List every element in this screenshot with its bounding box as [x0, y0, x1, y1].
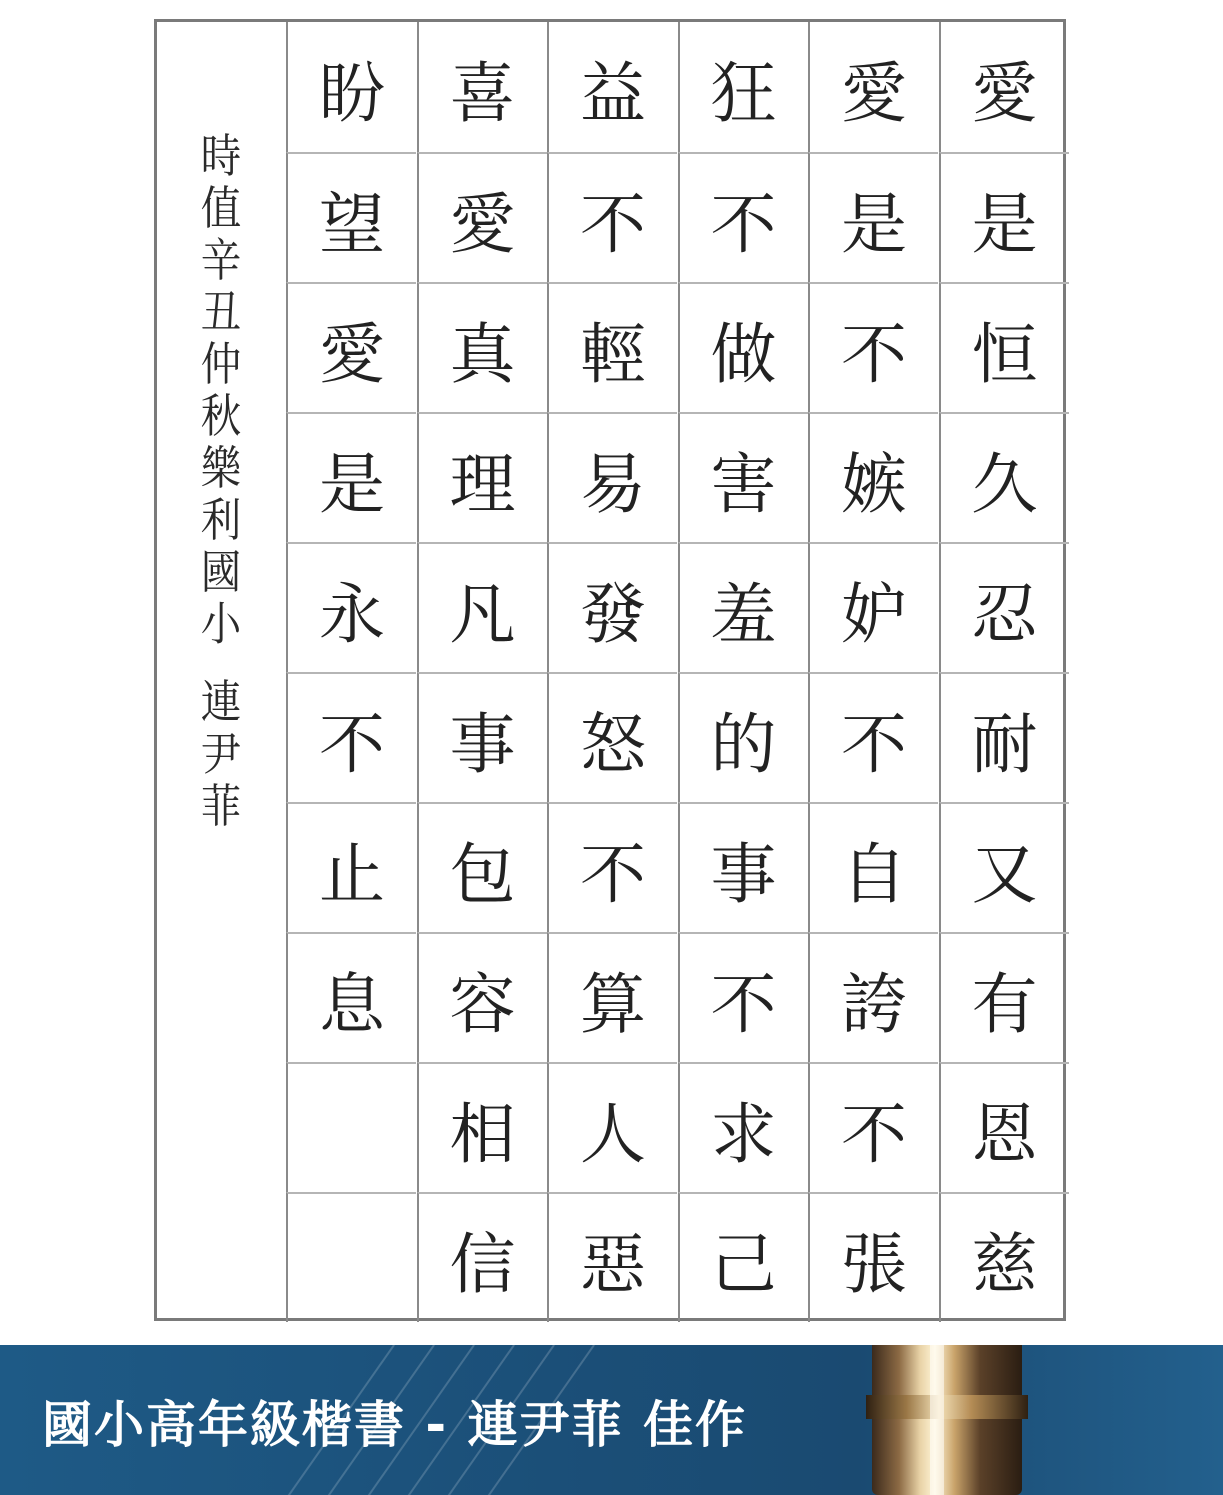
grid-column — [547, 22, 677, 1320]
grid-cell: 是 — [808, 152, 938, 282]
grid-cell: 信 — [417, 1192, 547, 1322]
grid-cell-empty — [286, 1192, 416, 1322]
grid-cell-empty — [286, 1062, 416, 1192]
grid-cell: 息 — [286, 932, 416, 1062]
grid-cell: 恩 — [939, 1062, 1069, 1192]
grid-cell: 不 — [286, 672, 416, 802]
grid-cell: 相 — [417, 1062, 547, 1192]
grid-column — [808, 22, 938, 1320]
banner-title: 國小高年級楷書 - 連尹菲 佳作 — [42, 1396, 747, 1454]
grid-cell: 不 — [678, 152, 808, 282]
signature-char: 時 — [200, 129, 242, 183]
grid-cell: 惡 — [547, 1192, 677, 1322]
grid-cell: 忍 — [939, 542, 1069, 672]
signature-char: 辛 — [200, 233, 242, 287]
pen-band — [866, 1395, 1028, 1419]
signature-char: 秋 — [200, 389, 242, 443]
grid-cell: 恒 — [939, 282, 1069, 412]
grid-cell: 永 — [286, 542, 416, 672]
grid-column — [939, 22, 1069, 1320]
grid-cell: 狂 — [678, 22, 808, 152]
grid-cell: 包 — [417, 802, 547, 932]
signature-char: 國 — [200, 545, 242, 599]
grid-cell: 望 — [286, 152, 416, 282]
grid-cell: 愛 — [939, 22, 1069, 152]
grid-cell: 又 — [939, 802, 1069, 932]
grid-cell: 人 — [547, 1062, 677, 1192]
signature-column — [176, 130, 266, 832]
grid-cell: 是 — [939, 152, 1069, 282]
grid-cell: 己 — [678, 1192, 808, 1322]
grid-cell: 不 — [808, 672, 938, 802]
grid-cell: 害 — [678, 412, 808, 542]
grid-cell: 羞 — [678, 542, 808, 672]
signature-char: 丑 — [200, 285, 242, 339]
grid-cell: 怒 — [547, 672, 677, 802]
grid-cell: 不 — [808, 282, 938, 412]
signature-char: 樂 — [200, 441, 242, 495]
grid-cell: 做 — [678, 282, 808, 412]
grid-cell: 喜 — [417, 22, 547, 152]
grid-cell: 久 — [939, 412, 1069, 542]
grid-cell: 事 — [678, 802, 808, 932]
grid-cell: 不 — [547, 152, 677, 282]
fountain-pen-image — [872, 1345, 1022, 1495]
grid-cell: 算 — [547, 932, 677, 1062]
grid-column — [417, 22, 547, 1320]
grid-cell: 凡 — [417, 542, 547, 672]
grid-cell: 不 — [547, 802, 677, 932]
grid-cell: 慈 — [939, 1192, 1069, 1322]
grid-cell: 盼 — [286, 22, 416, 152]
grid-cell: 愛 — [417, 152, 547, 282]
grid-cell: 誇 — [808, 932, 938, 1062]
grid-cell: 是 — [286, 412, 416, 542]
grid-cell: 容 — [417, 932, 547, 1062]
signature-name-char: 尹 — [200, 727, 242, 781]
grid-cell: 益 — [547, 22, 677, 152]
character-grid — [285, 22, 1069, 1320]
grid-cell: 止 — [286, 802, 416, 932]
grid-cell: 張 — [808, 1192, 938, 1322]
title-banner — [0, 1345, 1223, 1495]
grid-column — [286, 22, 416, 1320]
signature-char: 利 — [200, 493, 242, 547]
grid-cell: 愛 — [286, 282, 416, 412]
grid-cell: 自 — [808, 802, 938, 932]
grid-cell: 理 — [417, 412, 547, 542]
signature-name-char: 連 — [200, 675, 242, 729]
grid-cell: 輕 — [547, 282, 677, 412]
grid-cell: 嫉 — [808, 412, 938, 542]
grid-cell: 真 — [417, 282, 547, 412]
grid-cell: 耐 — [939, 672, 1069, 802]
signature-char: 值 — [200, 181, 242, 235]
grid-cell: 求 — [678, 1062, 808, 1192]
grid-cell: 易 — [547, 412, 677, 542]
grid-cell: 發 — [547, 542, 677, 672]
grid-cell: 不 — [678, 932, 808, 1062]
grid-cell: 妒 — [808, 542, 938, 672]
grid-cell: 有 — [939, 932, 1069, 1062]
grid-cell: 愛 — [808, 22, 938, 152]
signature-char: 小 — [200, 597, 242, 651]
grid-cell: 事 — [417, 672, 547, 802]
pen-highlight — [930, 1345, 944, 1495]
grid-cell: 不 — [808, 1062, 938, 1192]
grid-cell: 的 — [678, 672, 808, 802]
signature-char: 仲 — [200, 337, 242, 391]
signature-name-char: 菲 — [200, 779, 242, 833]
grid-column — [678, 22, 808, 1320]
